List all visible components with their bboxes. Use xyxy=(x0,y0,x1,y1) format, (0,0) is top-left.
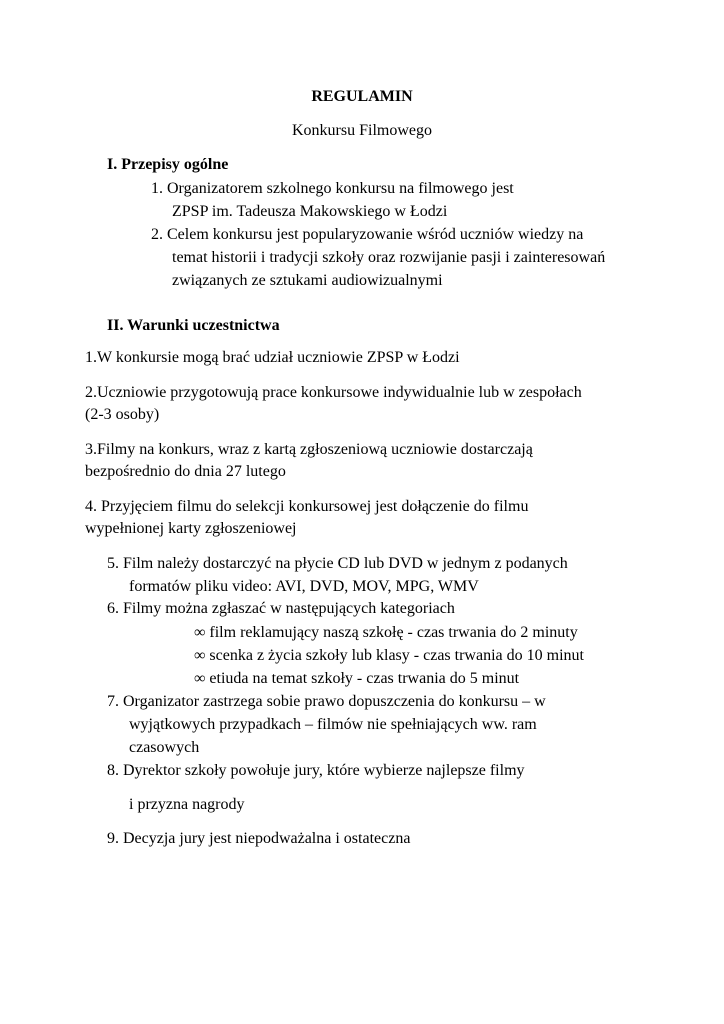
list-item-9: 9. Decyzja jury jest niepodważalna i ostateczna xyxy=(107,830,411,847)
list-item-7-line-1: 7. Organizator zastrzega sobie prawo dopuszczenia do konkursu – w xyxy=(107,693,546,710)
list-item-8-line-1: 8. Dyrektor szkoły powołuje jury, które wybierze najlepsze filmy xyxy=(107,762,525,779)
category-bullet-1: ∞ film reklamujący naszą szkołę - czas trwania do 2 minuty xyxy=(194,624,578,641)
list-item-1-line-2: ZPSP im. Tadeusza Makowskiego w Łodzi xyxy=(172,203,448,220)
document-subtitle: Konkursu Filmowego xyxy=(292,122,432,139)
paragraph-2-line-2: (2-3 osoby) xyxy=(85,406,160,423)
paragraph-1: 1.W konkursie mogą brać udział uczniowie ZPSP w Łodzi xyxy=(85,349,460,366)
section-heading-participation: II. Warunki uczestnictwa xyxy=(107,317,280,334)
category-bullet-3: ∞ etiuda na temat szkoły - czas trwania do 5 minut xyxy=(194,670,520,687)
list-item-6: 6. Filmy można zgłaszać w następujących kategoriach xyxy=(107,600,455,617)
category-bullet-2: ∞ scenka z życia szkoły lub klasy - czas trwania do 10 minut xyxy=(194,647,584,664)
list-item-2-line-1: 2. Celem konkursu jest popularyzowanie wśród uczniów wiedzy na xyxy=(151,226,584,243)
paragraph-2-line-1: 2.Uczniowie przygotowują prace konkursowe indywidualnie lub w zespołach xyxy=(85,384,582,401)
list-item-2-line-2: temat historii i tradycji szkoły oraz rozwijanie pasji i zainteresowań xyxy=(172,249,606,266)
list-item-5-line-1: 5. Film należy dostarczyć na płycie CD lub DVD w jednym z podanych xyxy=(107,555,568,572)
list-item-8-line-2: i przyzna nagrody xyxy=(129,796,245,813)
paragraph-4-line-2: wypełnionej karty zgłoszeniowej xyxy=(85,520,297,537)
list-item-1-line-1: 1. Organizatorem szkolnego konkursu na filmowego jest xyxy=(151,180,514,197)
paragraph-4-line-1: 4. Przyjęciem filmu do selekcji konkursowej jest dołączenie do filmu xyxy=(85,498,529,515)
list-item-5-line-2: formatów pliku video: AVI, DVD, MOV, MPG, WMV xyxy=(129,578,479,595)
paragraph-3-line-2: bezpośrednio do dnia 27 lutego xyxy=(85,463,286,480)
document-title: REGULAMIN xyxy=(311,88,413,105)
section-heading-general: I. Przepisy ogólne xyxy=(107,156,229,173)
paragraph-3-line-1: 3.Filmy na konkurs, wraz z kartą zgłoszeniową uczniowie dostarczają xyxy=(85,441,533,458)
list-item-2-line-3: związanych ze sztukami audiowizualnymi xyxy=(172,272,443,289)
list-item-7-line-2: wyjątkowych przypadkach – filmów nie spełniających ww. ram xyxy=(129,716,537,733)
list-item-7-line-3: czasowych xyxy=(129,739,200,756)
